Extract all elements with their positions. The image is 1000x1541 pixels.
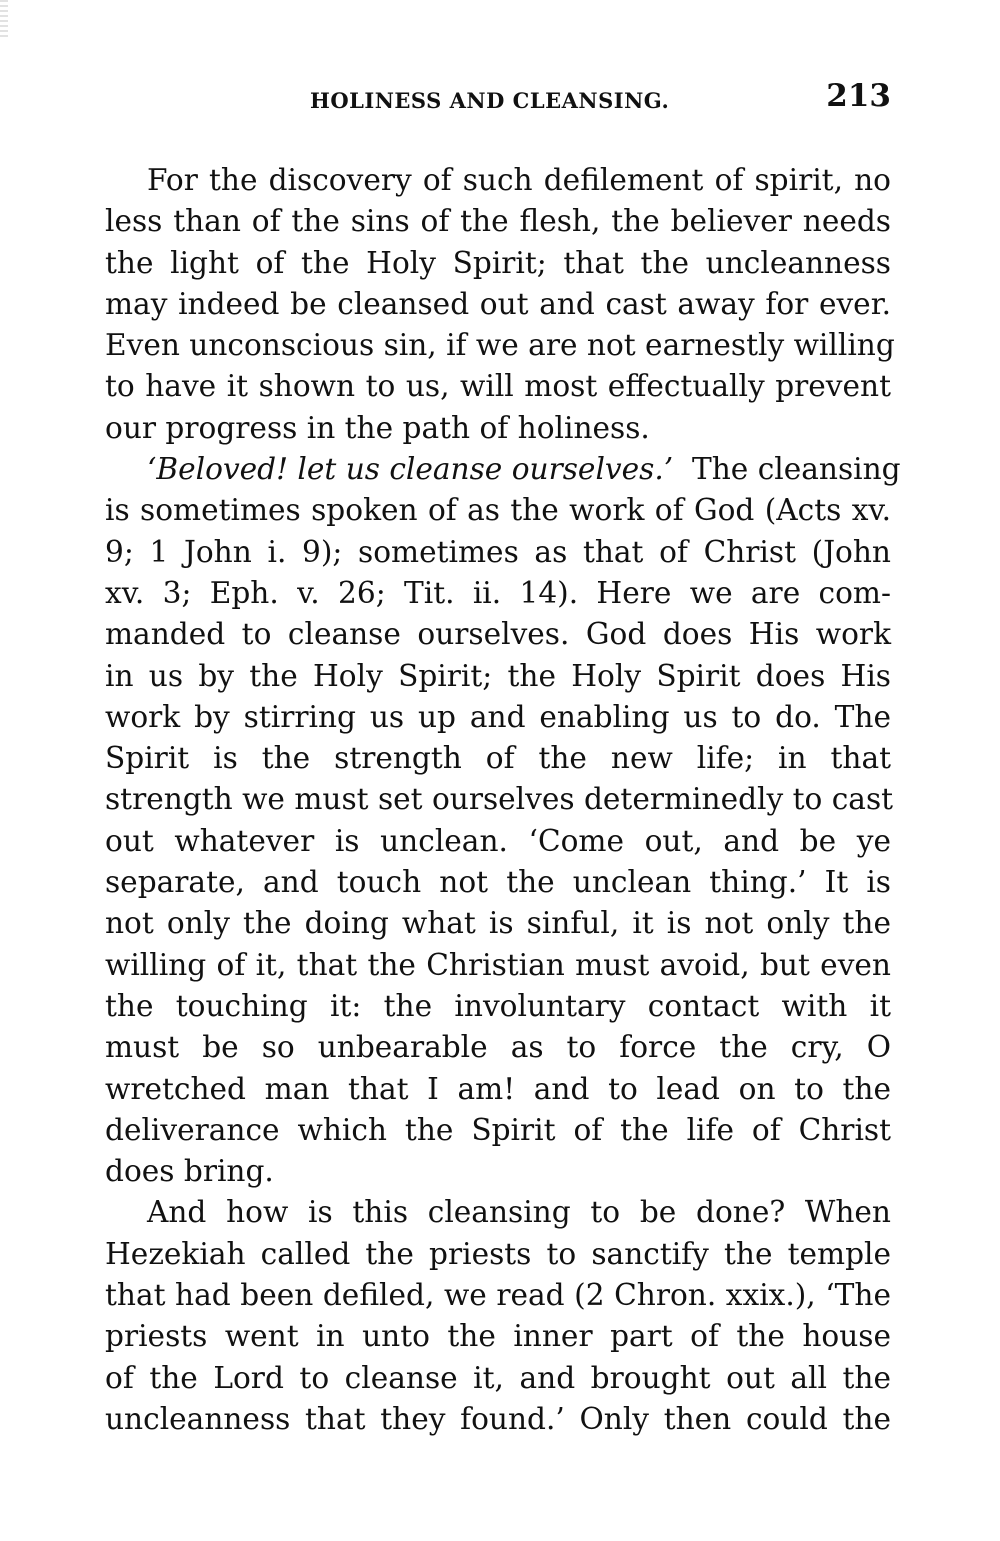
text-line — [105, 449, 901, 490]
text-line: Spirit is the strength of the new life; in that — [105, 741, 891, 776]
page-number: 213 — [826, 78, 891, 114]
paragraph-2 — [105, 449, 901, 1192]
text-line: the light of the Holy Spirit; that the uncleanness — [105, 245, 891, 280]
paragraph-1 — [105, 160, 895, 449]
text-line: manded to cleanse ourselves. God does His work — [105, 617, 891, 652]
text-line: wretched man that I am! and to lead on to the — [105, 1071, 891, 1106]
text-line: For the discovery of such defilement of spirit, no — [147, 163, 891, 197]
text-line: out whatever is unclean. ‘Come out, and be ye — [105, 823, 891, 858]
text-line: less than of the sins of the flesh, the believer needs — [105, 204, 891, 239]
text-line-rest: The cleansing — [691, 452, 901, 487]
text-line: 9; 1 John i. 9); sometimes as that of Christ (John — [105, 534, 891, 569]
text-line: work by stirring us up and enabling us to do. The — [105, 699, 891, 734]
text-line: must be so unbearable as to force the cry, O — [105, 1030, 891, 1065]
text-line: priests went in unto the inner part of the house — [105, 1319, 891, 1354]
text-line: strength we must set ourselves determinedly to cast — [105, 782, 894, 817]
text-line: Even unconscious sin, if we are not earnestly willing — [105, 328, 895, 363]
paragraph-3 — [105, 1192, 891, 1440]
text-line: Hezekiah called the priests to sanctify the temple — [105, 1236, 891, 1271]
scan-edge-artifact — [0, 0, 8, 40]
text-line: in us by the Holy Spirit; the Holy Spirit does His — [105, 658, 891, 693]
text-line: deliverance which the Spirit of the life of Christ — [105, 1112, 891, 1147]
text-line: the touching it: the involuntary contact with it — [105, 988, 891, 1023]
text-line: willing of it, that the Christian must avoid, but even — [105, 947, 891, 982]
text-line: that had been defiled, we read (2 Chron. xxix.), ‘The — [105, 1278, 891, 1313]
italic-quote: ‘Beloved! let us cleanse ourselves.’ — [147, 452, 674, 487]
text-line: is sometimes spoken of as the work of God (Acts xv. — [105, 493, 891, 528]
text-line: uncleanness that they found.’ Only then could the — [105, 1401, 891, 1436]
running-head: HOLINESS AND CLEANSING. — [310, 88, 670, 113]
text-line: not only the doing what is sinful, it is not only the — [105, 906, 891, 941]
text-line: does bring. — [105, 1154, 274, 1189]
text-line: separate, and touch not the unclean thing.’ It is — [105, 865, 891, 900]
text-line: And how is this cleansing to be done? When — [147, 1195, 891, 1230]
text-line: our progress in the path of holiness. — [105, 410, 650, 445]
text-line: to have it shown to us, will most effectually prevent — [105, 369, 891, 404]
page-header — [105, 78, 895, 122]
body-text — [105, 160, 901, 1440]
text-line: may indeed be cleansed out and cast away for ever. — [105, 286, 891, 321]
text-line: xv. 3; Eph. v. 26; Tit. ii. 14). Here we are com- — [105, 575, 891, 610]
text-line: of the Lord to cleanse it, and brought out all the — [105, 1360, 891, 1395]
